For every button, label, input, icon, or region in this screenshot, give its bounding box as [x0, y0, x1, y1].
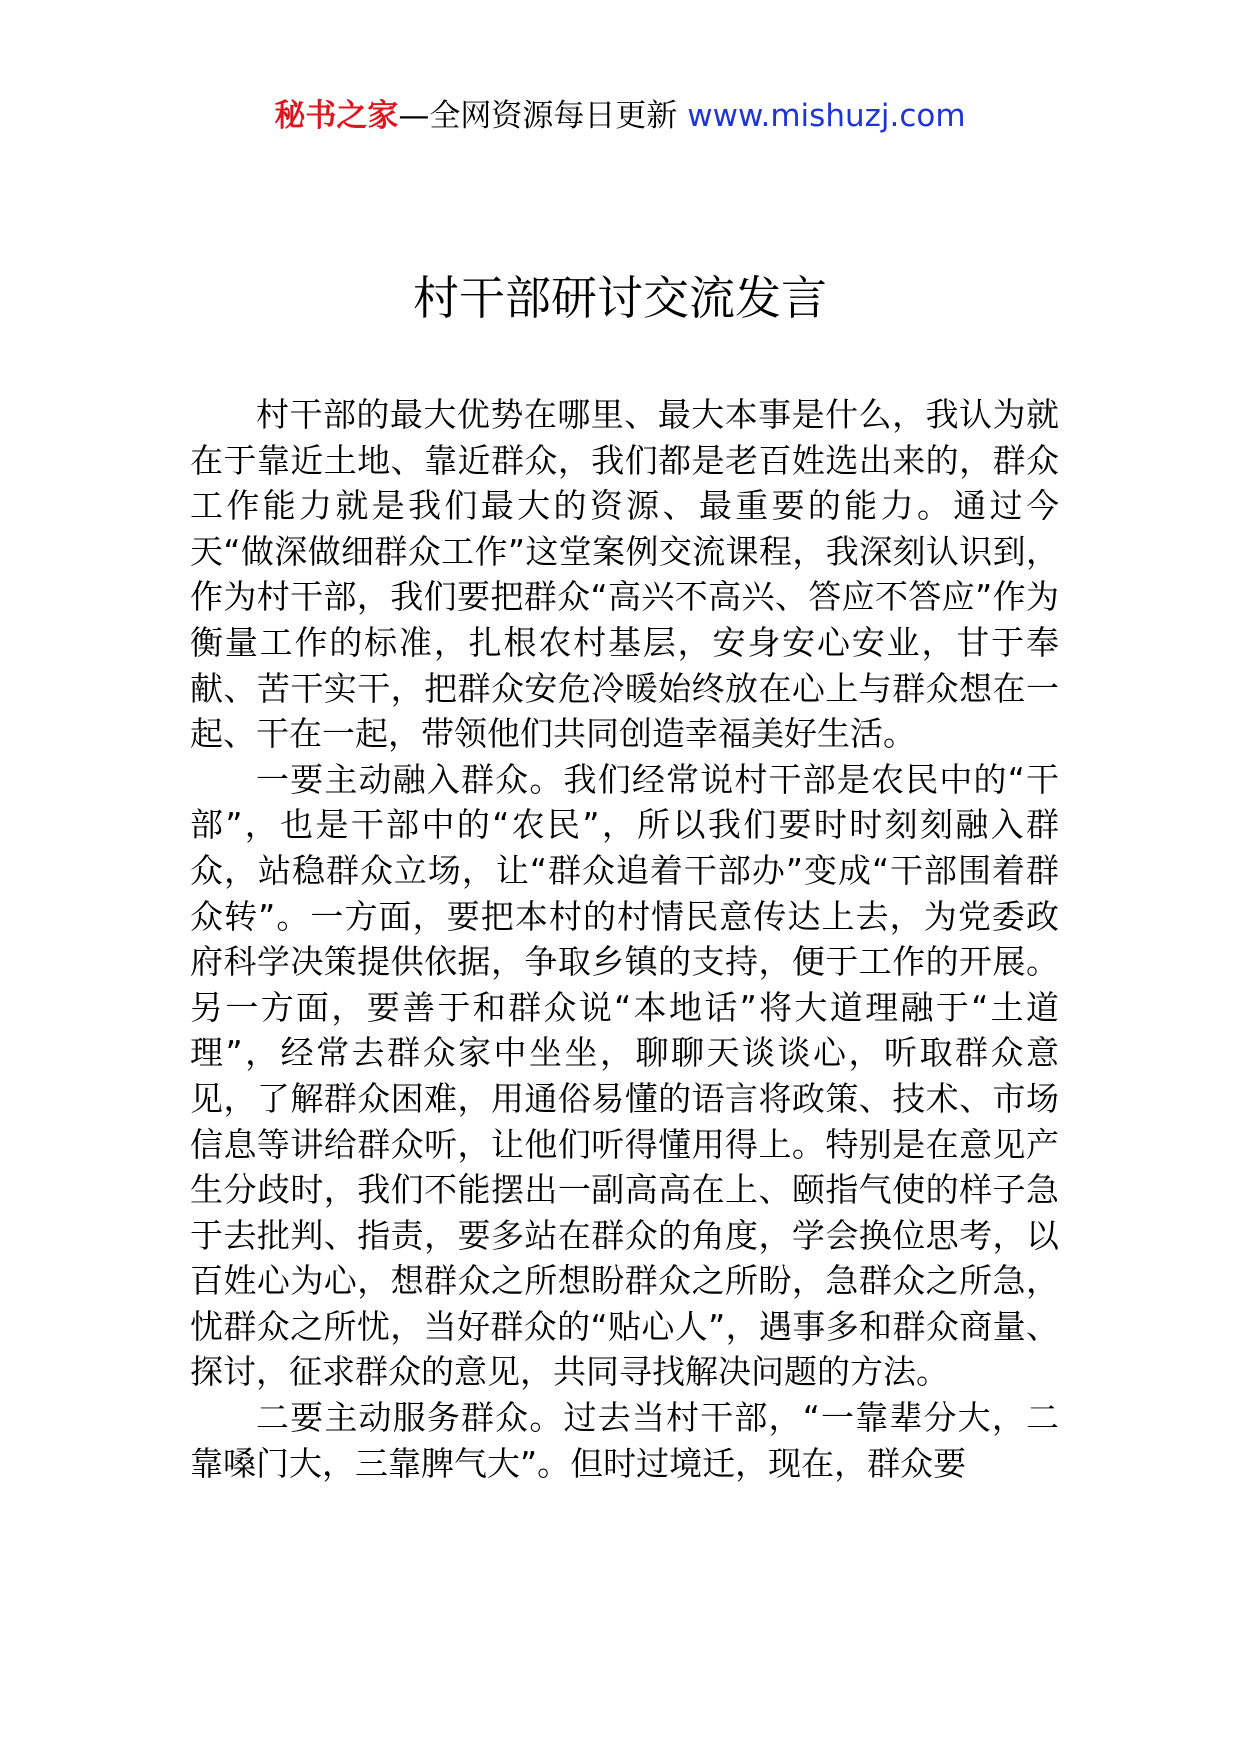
document-title: 村干部研讨交流发言	[413, 271, 827, 325]
paragraph-text: 村干部的最大优势在哪里、最大本事是什么，我认为就在于靠近土地、靠近群众，我们都是老百姓选出来的，群众工作能力就是我们最大的资源、最重要的能力。通过今天“做深做细群众工作”这堂案例交流课程，我深刻认识到，作为村干部，我们要把群众“高兴不高兴、答应不答应”作为衡量工作的标准，扎根农村基层，安身安心安业，甘于奉献、苦干实干，把群众安危冷暖始终放在心上与群众想在一起、干在一起，带领他们共同创造幸福美好生活。	[190, 395, 1059, 754]
paragraph-intro	[190, 392, 1059, 757]
paragraph-text: 过去当村干部，“一靠辈分大，二靠嗓门大，三靠脾气大”。但时过境迁，现在，群众要	[190, 1398, 1059, 1483]
paragraph-lead: 二要主动服务群众。	[256, 1398, 564, 1438]
document-body	[190, 392, 1059, 1486]
paragraph-point-one	[190, 757, 1059, 1395]
site-url-link[interactable]: www.mishuzj.com	[687, 98, 966, 134]
paragraph-point-two	[190, 1395, 1059, 1486]
site-header	[0, 96, 1240, 136]
paragraph-lead: 一要主动融入群众。	[256, 759, 564, 799]
header-slogan: —全网资源每日更新	[398, 98, 688, 134]
paragraph-text: 我们经常说村干部是农民中的“干部”，也是干部中的“农民”，所以我们要时时刻刻融入群众，站稳群众立场，让“群众追着干部办”变成“干部围着群众转”。一方面，要把本村的村情民意传达上去，为党委政府科学决策提供依据，争取乡镇的支持，便于工作的开展。另一方面，要善于和群众说“本地话”将大道理融于“土道理”，经常去群众家中坐坐，聊聊天谈谈心，听取群众意见，了解群众困难，用通俗易懂的语言将政策、技术、市场信息等讲给群众听，让他们听得懂用得上。特别是在意见产生分歧时，我们不能摆出一副高高在上、颐指气使的样子急于去批判、指责，要多站在群众的角度，学会换位思考，以百姓心为心，想群众之所想盼群众之所盼，急群众之所急，忧群众之所忧，当好群众的“贴心人”，遇事多和群众商量、探讨，征求群众的意见，共同寻找解决问题的方法。	[190, 759, 1059, 1392]
brand-name: 秘书之家	[274, 98, 399, 134]
